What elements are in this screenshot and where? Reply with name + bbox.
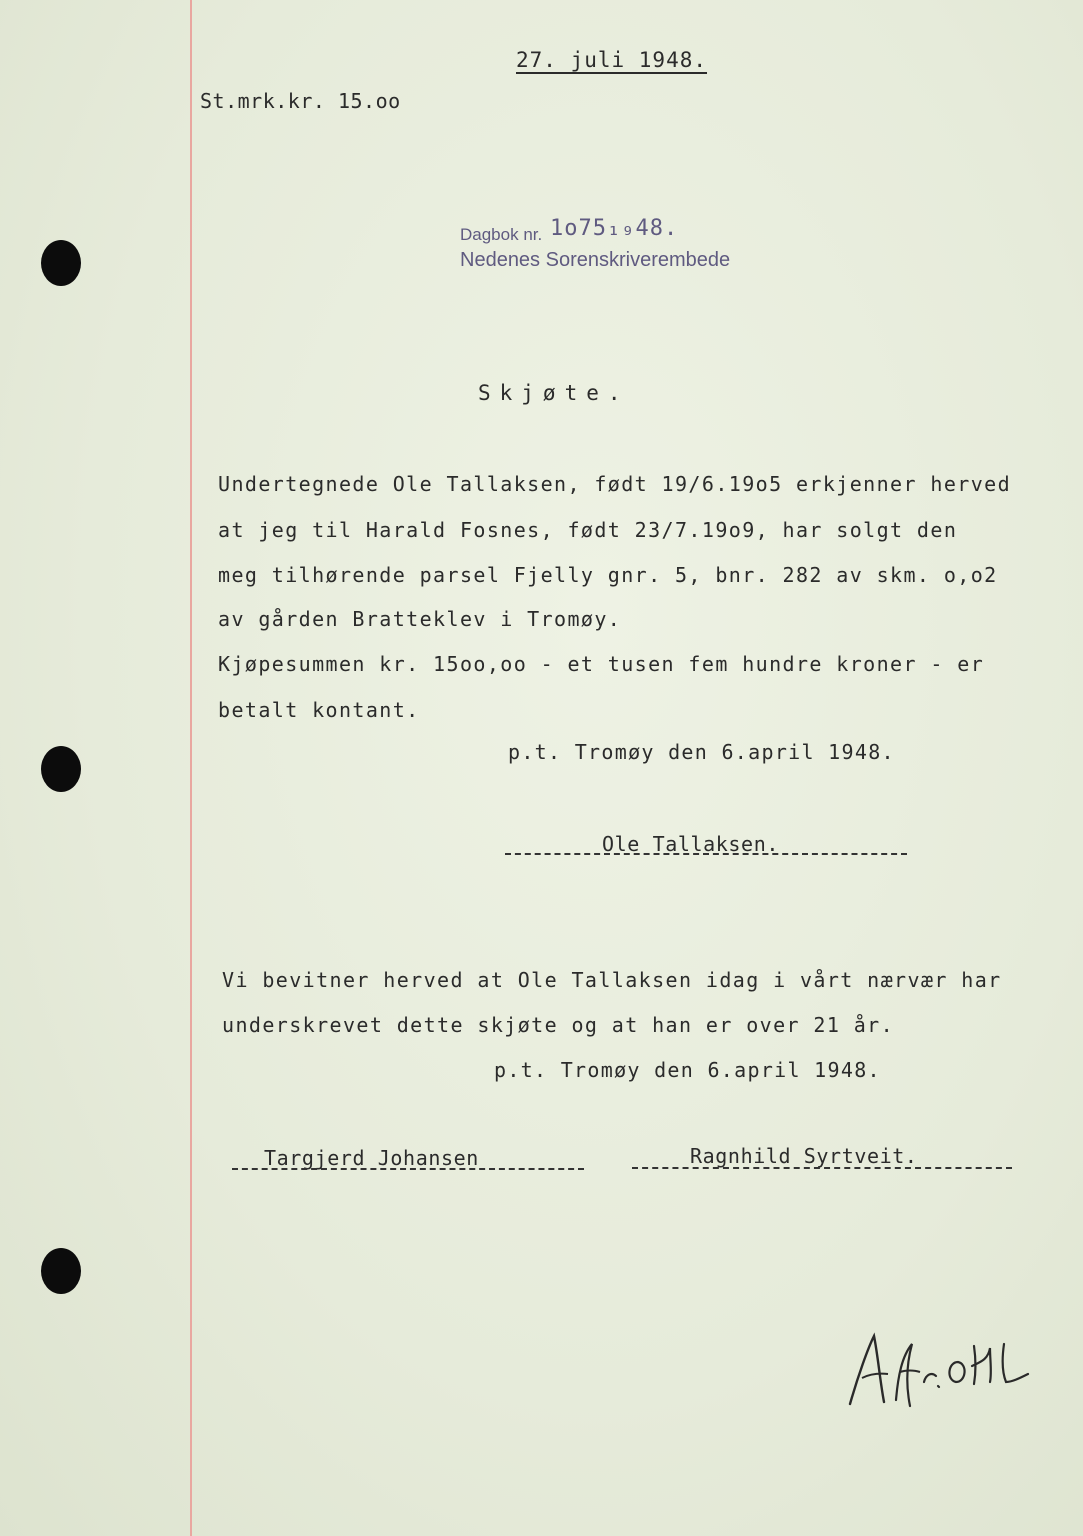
witness-place-date: p.t. Tromøy den 6.april 1948. [494,1058,881,1082]
document-date: 27. juli 1948. [516,48,708,72]
witness-1-signature: Targjerd Johansen [264,1146,479,1170]
deed-line-6: betalt kontant. [218,698,420,722]
witness-line-1: Vi bevitner herved at Ole Tallaksen idag i vårt nærvær har [222,968,1002,992]
punch-hole-bottom [41,1248,81,1294]
punch-hole-top [41,240,81,286]
deed-line-4: av gården Bratteklev i Tromøy. [218,607,622,631]
deed-line-3: meg tilhørende parsel Fjelly gnr. 5, bnr. 282 av skm. o,o2 [218,563,998,587]
seller-signature: Ole Tallaksen. [602,832,779,856]
registry-stamp-office: Nedenes Sorenskriverembede [460,249,731,271]
witness-2-signature: Ragnhild Syrtveit. [690,1144,918,1168]
punch-hole-middle [41,746,81,792]
deed-line-1: Undertegnede Ole Tallaksen, født 19/6.19o5 erkjenner herved [218,472,1012,496]
witness-line-2: underskrevet dette skjøte og at han er over 21 år. [222,1013,895,1037]
deed-title: Skjøte. [478,381,630,405]
registry-stamp-label: Dagbok nr. [460,225,543,244]
witness-2-signature-line [632,1167,1012,1169]
witness-1-signature-line [232,1168,584,1170]
handwritten-initials [840,1326,1040,1416]
seller-signature-line [505,853,907,855]
deed-line-2: at jeg til Harald Fosnes, født 23/7.19o9, har solgt den [218,518,958,542]
deed-place-date: p.t. Tromøy den 6.april 1948. [508,740,895,764]
stamp-fee: St.mrk.kr. 15.oo [200,89,401,113]
registry-stamp-number: 1o75₁₉48. [550,216,679,241]
margin-rule [190,0,192,1536]
deed-line-5: Kjøpesummen kr. 15oo,oo - et tusen fem hundre kroner - er [218,652,985,676]
